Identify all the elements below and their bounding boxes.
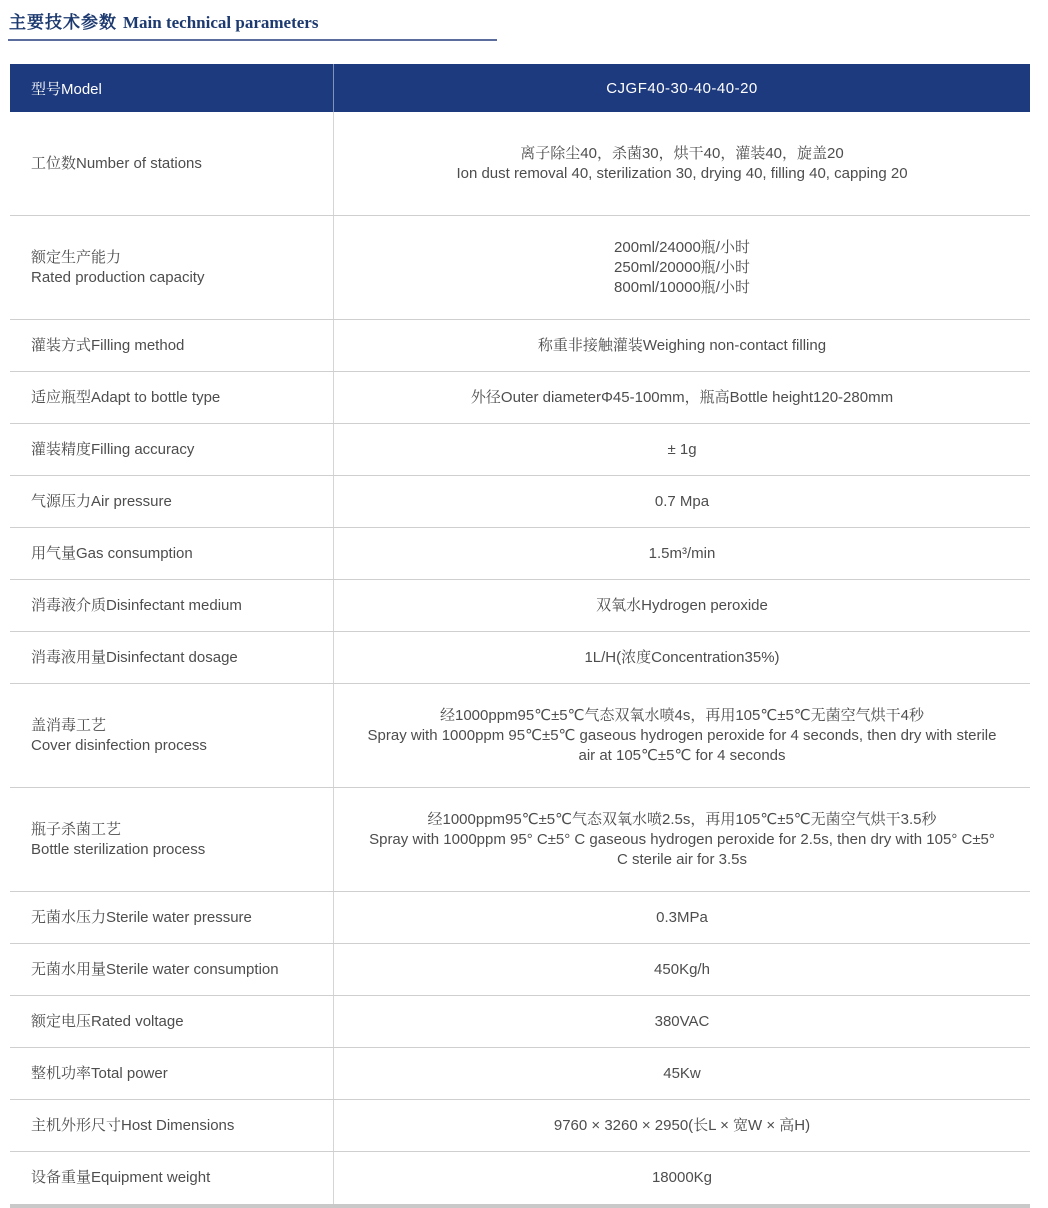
- parameter-value-line: 0.7 Mpa: [654, 492, 710, 510]
- parameter-label-line: 额定生产能力: [31, 248, 122, 266]
- section-title-en: Main technical parameters: [123, 13, 319, 32]
- parameter-label-cell: [10, 216, 333, 319]
- parameter-label-line: 设备重量Equipment weight: [31, 1169, 211, 1186]
- section-title-zh: 主要技术参数: [9, 13, 117, 32]
- parameter-value-cell: [333, 1152, 1030, 1204]
- table-row: [10, 320, 1030, 372]
- parameter-value-cell: [333, 424, 1030, 475]
- parameter-value-line: 0.3MPa: [656, 908, 708, 926]
- parameter-value-line: 经1000ppm95℃±5℃气态双氧水喷4s，再用105℃±5℃无菌空气烘干4秒: [440, 706, 924, 724]
- parameter-value-cell: [333, 112, 1030, 215]
- parameter-label-line: 额定电压Rated voltage: [31, 1012, 184, 1030]
- parameter-label-line: 整机功率Total power: [31, 1064, 168, 1082]
- table-row: [10, 528, 1030, 580]
- parameter-value-cell: [333, 216, 1030, 319]
- parameter-value-line: 离子除尘40，杀菌30，烘干40，灌装40，旋盖20: [520, 144, 844, 162]
- parameters-table: [10, 64, 1030, 1208]
- parameter-label-line: 气源压力Air pressure: [31, 492, 172, 510]
- parameter-value-line: 外径Outer diameterΦ45-100mm，瓶高Bottle height120-280mm: [470, 388, 894, 406]
- parameter-value-line: 9760 × 3260 × 2950(长L × 宽W × 高H): [553, 1116, 811, 1134]
- table-row: [10, 1100, 1030, 1152]
- table-bottom-bar: [10, 1204, 1030, 1208]
- table-row: [10, 1152, 1030, 1204]
- parameter-label-line: 适应瓶型Adapt to bottle type: [31, 388, 221, 406]
- parameter-label-line: 消毒液介质Disinfectant medium: [31, 596, 242, 614]
- table-row: [10, 112, 1030, 216]
- parameter-value-cell: [333, 632, 1030, 683]
- parameter-label-line: 无菌水压力Sterile water pressure: [31, 908, 252, 926]
- parameter-label-line: 盖消毒工艺: [31, 716, 107, 734]
- parameter-label-cell: [10, 944, 333, 995]
- parameter-value-line: 称重非接触灌装Weighing non-contact filling: [537, 336, 827, 354]
- parameter-value-cell: [333, 528, 1030, 579]
- parameter-label-cell: [10, 424, 333, 475]
- parameter-value-line: Spray with 1000ppm 95° C±5° C gaseous hydrogen peroxide for 2.5s, then dry with 105° C±5° C sterile air for 3.5s: [369, 830, 995, 868]
- parameter-value-line: Spray with 1000ppm 95℃±5℃ gaseous hydrogen peroxide for 4 seconds, then dry with sterile air at 105℃±5℃ for 4 seconds: [367, 726, 997, 764]
- parameter-label-line: Rated production capacity: [31, 268, 205, 286]
- parameter-value-line: 380VAC: [654, 1012, 710, 1030]
- table-row: [10, 476, 1030, 528]
- parameter-value-cell: [333, 372, 1030, 423]
- parameter-value-line: 1L/H(浓度Concentration35%): [584, 648, 780, 666]
- parameter-value-line: ± 1g: [667, 440, 697, 458]
- parameter-label-cell: [10, 1152, 333, 1204]
- parameter-label-cell: [10, 1100, 333, 1151]
- parameter-label-line: 灌装方式Filling method: [31, 336, 185, 354]
- parameter-label-cell: [10, 892, 333, 943]
- table-row: [10, 996, 1030, 1048]
- parameter-value-line: 1.5m³/min: [648, 544, 716, 562]
- table-row: [10, 1048, 1030, 1100]
- parameter-label-cell: [10, 372, 333, 423]
- parameter-label-line: 用气量Gas consumption: [31, 544, 193, 562]
- table-row: [10, 580, 1030, 632]
- parameter-label-cell: [10, 320, 333, 371]
- parameter-value-line: 800ml/10000瓶/小时: [614, 278, 750, 296]
- parameter-value-cell: [333, 944, 1030, 995]
- parameter-value-line: 18000Kg: [651, 1169, 713, 1186]
- parameter-label-line: Cover disinfection process: [31, 736, 207, 754]
- parameter-value-line: 250ml/20000瓶/小时: [614, 258, 750, 276]
- table-row: [10, 372, 1030, 424]
- parameter-label-cell: [10, 684, 333, 787]
- table-row: [10, 424, 1030, 476]
- parameter-label-line: 工位数Number of stations: [31, 154, 202, 172]
- parameter-label-cell: [10, 528, 333, 579]
- model-header-value: CJGF40-30-40-40-20: [333, 64, 1030, 112]
- parameter-value-cell: [333, 684, 1030, 787]
- model-header-label: 型号Model: [31, 80, 102, 98]
- parameter-label-cell: [10, 788, 333, 891]
- parameter-value-line: 450Kg/h: [654, 960, 710, 978]
- table-row: [10, 684, 1030, 788]
- parameter-value-cell: [333, 788, 1030, 891]
- parameter-value-cell: [333, 320, 1030, 371]
- parameter-label-cell: [10, 1048, 333, 1099]
- table-header-row: [10, 64, 1030, 112]
- table-row: [10, 216, 1030, 320]
- table-row: [10, 944, 1030, 996]
- parameter-value-line: 双氧水Hydrogen peroxide: [596, 596, 768, 614]
- table-row: [10, 788, 1030, 892]
- parameter-label-cell: [10, 112, 333, 215]
- parameter-label-line: 主机外形尺寸Host Dimensions: [31, 1116, 235, 1134]
- title-underline: [8, 39, 497, 41]
- parameter-value-cell: [333, 476, 1030, 527]
- parameter-label-line: 瓶子杀菌工艺: [31, 820, 122, 838]
- parameter-value-cell: [333, 996, 1030, 1047]
- parameter-value-line: 200ml/24000瓶/小时: [614, 238, 750, 256]
- table-row: [10, 892, 1030, 944]
- parameter-value-line: 经1000ppm95℃±5℃气态双氧水喷2.5s，再用105℃±5℃无菌空气烘干3.5秒: [427, 810, 937, 828]
- parameter-label-cell: [10, 996, 333, 1047]
- table-row: [10, 632, 1030, 684]
- parameter-value-cell: [333, 580, 1030, 631]
- parameter-value-cell: [333, 1100, 1030, 1151]
- parameter-value-cell: [333, 892, 1030, 943]
- parameter-value-line: Ion dust removal 40, sterilization 30, drying 40, filling 40, capping 20: [456, 164, 908, 182]
- parameter-label-cell: [10, 632, 333, 683]
- parameter-label-cell: [10, 476, 333, 527]
- parameters-table-body: [10, 112, 1030, 1204]
- parameter-value-line: 45Kw: [663, 1064, 701, 1082]
- section-title: [8, 8, 1048, 33]
- parameter-value-cell: [333, 1048, 1030, 1099]
- parameter-label-line: 无菌水用量Sterile water consumption: [31, 960, 279, 978]
- parameter-label-line: 消毒液用量Disinfectant dosage: [31, 648, 238, 666]
- parameter-label-cell: [10, 580, 333, 631]
- parameter-label-line: Bottle sterilization process: [31, 840, 206, 858]
- parameter-label-line: 灌装精度Filling accuracy: [31, 440, 195, 458]
